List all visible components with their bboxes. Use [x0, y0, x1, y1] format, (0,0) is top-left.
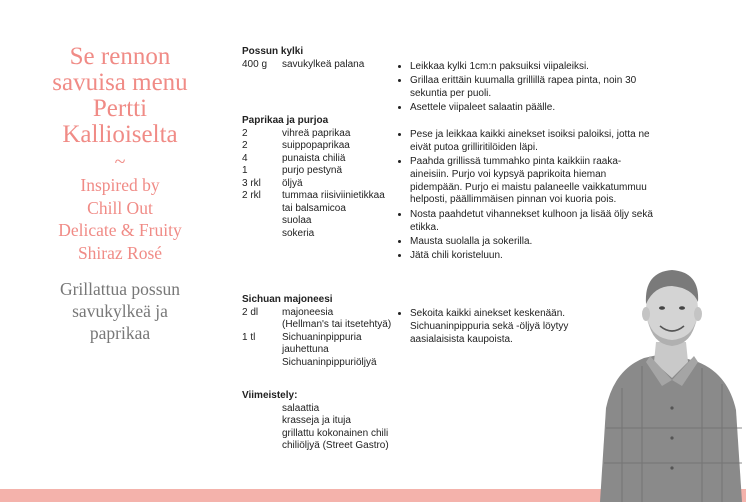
- step-item: • Jätä chili koristeluun.: [410, 250, 660, 263]
- dish-line: savukylkeä ja: [72, 301, 168, 321]
- garnish-line: grillattu kokonainen chili: [282, 427, 389, 439]
- ingredient-row: [242, 165, 385, 178]
- ingredient-row: [242, 307, 391, 320]
- menu-title-block: [30, 44, 210, 344]
- ingredient-row: [242, 153, 385, 166]
- section-heading: Paprikaa ja purjoa: [242, 115, 329, 126]
- sichuan-ingredients: [242, 294, 391, 369]
- step-item: • Asettele viipaleet salaatin päälle.: [410, 102, 660, 115]
- step-item: • Paahda grillissä tummahko pinta kaikkiin raaka-aineisiin. Purjo voi kypsyä paprikoita hieman pidempään. Purjo ei maistu palaneelle vaikkatummuu helposti, päällimmäisen pinnan voi kuoria pois.: [410, 156, 660, 207]
- ingredient-name: jauhettuna: [282, 344, 329, 355]
- step-item: • Nosta paahdetut vihannekset kulhoon ja lisää öljy sekä etikka.: [410, 209, 660, 235]
- portrait-eye: [679, 306, 685, 310]
- inspired-line: Chill Out: [87, 197, 153, 218]
- possun-steps: [398, 61, 660, 117]
- title-line: Se rennon: [69, 43, 171, 70]
- ingredient-row: [242, 332, 391, 345]
- ingredient-name: purjo pestynä: [282, 165, 343, 176]
- ingredient-extra: tai balsamicoa: [282, 202, 346, 214]
- paprika-steps: [398, 129, 660, 264]
- chef-portrait: [592, 258, 746, 502]
- ingredient-extra: sokeria: [282, 227, 315, 239]
- garnish-line: chiliöljyä (Street Gastro): [282, 440, 389, 451]
- ingredient-name: öljyä: [282, 177, 303, 189]
- portrait-eye: [659, 306, 665, 310]
- section-heading: Sichuan majoneesi: [242, 294, 333, 305]
- sichuan-steps: [398, 308, 600, 348]
- ingredient-qty: [242, 344, 282, 357]
- ingredient-name: (Hellman's tai itsetehtyä): [282, 319, 392, 330]
- ingredient-row: [242, 190, 385, 203]
- dish-name: [30, 278, 210, 344]
- step-item: • Pese ja leikkaa kaikki ainekset isoiksi paloiksi, jotta ne eivät putoa grilliritilöiden läpi.: [410, 129, 660, 155]
- portrait-button: [670, 466, 673, 469]
- wine-pairing: [30, 174, 210, 264]
- viimeistely-block: [242, 390, 389, 453]
- ingredient-row: [242, 178, 385, 191]
- garnish-line: salaattia: [282, 402, 320, 414]
- title-line: Pertti: [92, 95, 148, 122]
- ingredient-name: Sichuaninpippuriöljyä: [282, 356, 377, 368]
- ingredient-row: [242, 59, 364, 72]
- ingredient-name: suippopaprikaa: [282, 140, 350, 151]
- step-item: • Sekoita kaikki ainekset keskenään. Sichuaninpippuria sekä -öljyä löytyy aasialaisista kaupoista.: [410, 308, 600, 346]
- inspired-line: Delicate & Fruity: [58, 220, 182, 240]
- dish-line: Grillattua possun: [59, 279, 181, 299]
- ingredient-extra: suolaa: [282, 215, 312, 226]
- portrait-button: [670, 406, 673, 409]
- step-item: • Mausta suolalla ja sokerilla.: [410, 236, 660, 249]
- paprika-ingredients: [242, 115, 385, 240]
- ingredient-qty: 3 rkl: [242, 177, 261, 189]
- ingredient-qty: 1 tl: [242, 331, 256, 343]
- ingredient-name: punaista chiliä: [282, 152, 346, 164]
- portrait-button: [670, 436, 673, 439]
- possun-ingredients: [242, 46, 364, 71]
- ingredient-name: majoneesia: [282, 306, 334, 318]
- ingredient-qty: 400 g: [242, 58, 268, 70]
- ingredient-row: [242, 344, 391, 357]
- ingredient-row: [242, 140, 385, 153]
- ingredient-name: vihreä paprikaa: [282, 127, 351, 139]
- ingredient-row: [242, 357, 391, 370]
- ingredient-name: tummaa riisiviinietikkaa: [282, 190, 385, 201]
- ingredient-qty: 2 dl: [242, 306, 259, 318]
- ingredient-row: [242, 319, 391, 332]
- portrait-ear: [642, 307, 650, 321]
- ingredient-row: [242, 128, 385, 141]
- section-heading: Possun kylki: [242, 46, 304, 57]
- inspired-line: Inspired by: [80, 175, 160, 195]
- ingredient-qty: 4: [242, 152, 248, 164]
- ingredient-qty: 2: [242, 140, 248, 151]
- ingredient-qty: 2: [242, 127, 248, 139]
- ingredient-name: Sichuaninpippuria: [282, 331, 362, 343]
- inspired-line: Shiraz Rosé: [77, 242, 163, 263]
- ingredient-name: savukylkeä palana: [282, 58, 365, 70]
- step-item: • Leikkaa kylki 1cm:n paksuiksi viipaleiksi.: [410, 61, 660, 74]
- portrait-ear: [694, 307, 702, 321]
- dish-line: paprikaa: [89, 323, 151, 343]
- tilde-divider: ~: [114, 151, 126, 173]
- menu-title: [30, 44, 210, 148]
- ingredient-qty: 2 rkl: [242, 190, 261, 201]
- step-item: • Grillaa erittäin kuumalla grillillä rapea pinta, noin 30 sekuntia per puoli.: [410, 75, 660, 101]
- ingredient-qty: 1: [242, 165, 248, 176]
- title-line: Kallioiselta: [62, 121, 178, 148]
- section-heading: Viimeistely:: [242, 390, 298, 401]
- garnish-line: krasseja ja ituja: [282, 415, 351, 426]
- title-line: savuisa menu: [52, 69, 188, 96]
- ingredient-qty: [242, 319, 282, 332]
- ingredient-qty: [242, 357, 282, 370]
